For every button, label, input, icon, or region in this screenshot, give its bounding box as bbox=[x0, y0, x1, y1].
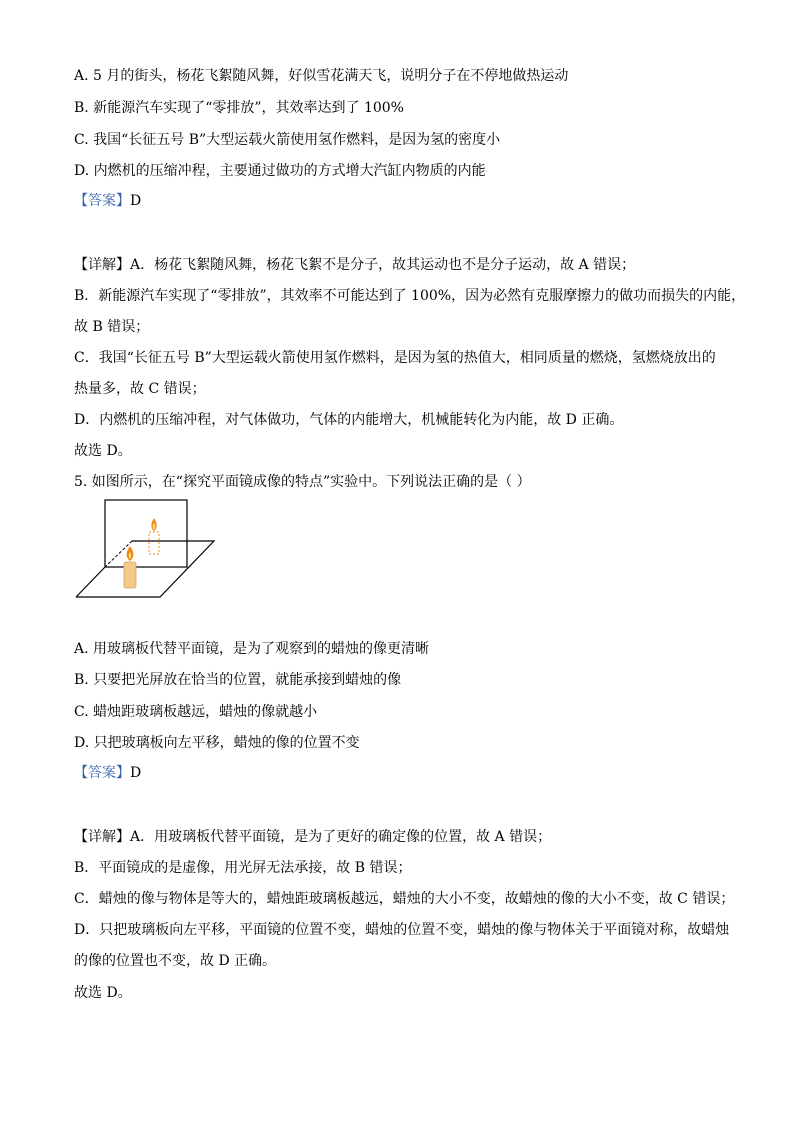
q5-explanation-line-4: D．只把玻璃板向左平移，平面镜的位置不变，蜡烛的位置不变，蜡烛的像与物体关于平面镜对称，故蜡烛 bbox=[74, 922, 730, 938]
real-candle bbox=[124, 562, 136, 588]
q4-answer-value: D bbox=[130, 193, 142, 209]
q4-explanation-line-7: 故选 D。 bbox=[74, 443, 132, 459]
q4-answer-tag: 【答案】 bbox=[74, 193, 130, 209]
q5-explanation-line-2: B．平面镜成的是虚像，用光屏无法承接，故 B 错误； bbox=[74, 860, 412, 876]
q4-option-b: B. 新能源汽车实现了“零排放”，其效率达到了 100% bbox=[74, 100, 404, 116]
q5-option-b: B. 只要把光屏放在恰当的位置，就能承接到蜡烛的像 bbox=[74, 672, 402, 688]
q4-explanation-line-1 bbox=[74, 256, 635, 274]
q5-explanation-tag: 【详解】 bbox=[74, 829, 130, 845]
q4-option-d: D. 内燃机的压缩冲程，主要通过做功的方式增大汽缸内物质的内能 bbox=[74, 163, 486, 179]
q5-option-c: C. 蜡烛距玻璃板越远，蜡烛的像就越小 bbox=[74, 704, 318, 720]
q5-answer bbox=[74, 764, 141, 782]
glass-plate bbox=[105, 500, 187, 567]
q4-explanation-line-6: D．内燃机的压缩冲程，对气体做功，气体的内能增大，机械能转化为内能，故 D 正确。 bbox=[74, 412, 624, 428]
q4-option-a: A. 5 月的街头，杨花飞絮随风舞，好似雪花满天飞，说明分子在不停地做热运动 bbox=[74, 68, 569, 84]
table-surface-left-edge bbox=[76, 566, 106, 597]
q5-explanation-line-6: 故选 D。 bbox=[74, 985, 132, 1001]
q4-explanation-text-1: A．杨花飞絮随风舞，杨花飞絮不是分子，故其运动也不是分子运动，故 A 错误； bbox=[130, 257, 636, 273]
q5-option-a: A. 用玻璃板代替平面镜，是为了观察到的蜡烛的像更清晰 bbox=[74, 641, 430, 657]
q4-answer bbox=[74, 192, 141, 210]
q4-explanation-tag: 【详解】 bbox=[74, 257, 130, 273]
q4-option-c: C. 我国“长征五号 B”大型运载火箭使用氢作燃料，是因为氢的密度小 bbox=[74, 132, 501, 148]
candle-image bbox=[149, 532, 159, 554]
q5-explanation-line-3: C．蜡烛的像与物体是等大的，蜡烛距玻璃板越远，蜡烛的大小不变，故蜡烛的像的大小不变，故 C 错误； bbox=[74, 891, 735, 907]
table-surface bbox=[76, 541, 214, 597]
q5-explanation-text-1: A．用玻璃板代替平面镜，是为了更好的确定像的位置，故 A 错误； bbox=[130, 829, 552, 845]
q4-explanation-line-3: 故 B 错误； bbox=[74, 319, 150, 335]
q5-explanation-line-1 bbox=[74, 828, 551, 846]
q4-explanation-line-2: B．新能源汽车实现了“零排放”，其效率不可能达到了 100%，因为必然有克服摩擦力的做功而损失的内能， bbox=[74, 288, 746, 304]
q5-answer-tag: 【答案】 bbox=[74, 765, 130, 781]
q5-explanation-line-5: 的像的位置也不变，故 D 正确。 bbox=[74, 953, 277, 969]
q4-explanation-line-5: 热量多，故 C 错误； bbox=[74, 381, 206, 397]
plane-mirror-figure bbox=[72, 496, 218, 604]
q5-stem: 5. 如图所示，在“探究平面镜成像的特点”实验中。下列说法正确的是（ ） bbox=[74, 474, 531, 490]
q5-option-d: D. 只把玻璃板向左平移，蜡烛的像的位置不变 bbox=[74, 735, 360, 751]
q4-explanation-line-4: C．我国“长征五号 B”大型运载火箭使用氢作燃料，是因为氢的热值大，相同质量的燃烧，氢燃烧放出的 bbox=[74, 350, 716, 366]
q5-answer-value: D bbox=[130, 765, 142, 781]
